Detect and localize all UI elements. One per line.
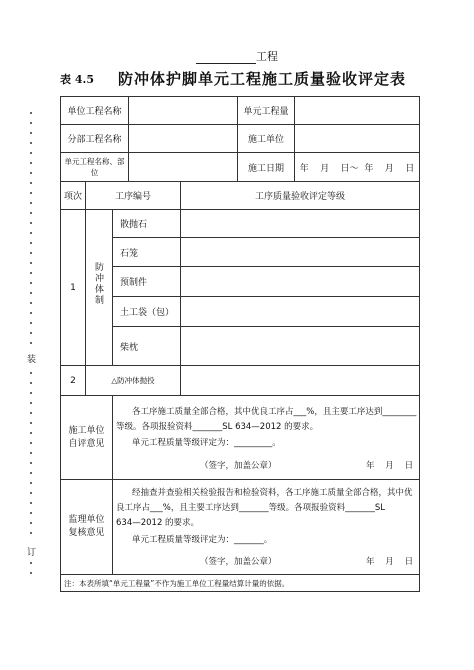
construction-opinion-line3[interactable]: 单元工程质量等级评定为：_________。 bbox=[132, 438, 281, 448]
process-gabion: 石笼 bbox=[120, 248, 139, 259]
col-header-evaluation: 工序质量验收评定等级 bbox=[254, 192, 345, 202]
construction-unit-label: 施工单位 bbox=[247, 135, 284, 145]
item1-number: 1 bbox=[70, 282, 76, 293]
construction-date[interactable]: 年 月 日 bbox=[366, 461, 414, 471]
binding-mark-zhuang: 装 bbox=[27, 355, 37, 365]
unit-quantity-label: 单元工程量 bbox=[243, 107, 289, 117]
unit-project-name-field[interactable] bbox=[129, 97, 237, 124]
project-suffix: 工程 bbox=[256, 50, 278, 63]
eval-precast[interactable] bbox=[181, 267, 419, 296]
supervision-opinion-label-text: 监理单位复核意见 bbox=[68, 515, 105, 538]
col-header-process-no: 工序编号 bbox=[114, 192, 151, 202]
item2-number: 2 bbox=[70, 375, 76, 386]
unit-project-name-label: 单位工程名称 bbox=[67, 107, 122, 117]
table-number: 表 4.5 bbox=[60, 73, 94, 86]
supervision-opinion-line3[interactable]: 634—2012 的要求。 bbox=[116, 518, 200, 528]
unit-quantity-field[interactable] bbox=[295, 97, 419, 124]
eval-fascine[interactable] bbox=[181, 327, 419, 365]
construction-opinion-label bbox=[61, 396, 112, 479]
supervision-opinion-line4[interactable]: 单元工程质量等级评定为：_______。 bbox=[132, 535, 273, 545]
binding-dots-top bbox=[30, 112, 34, 352]
sub-project-name-label: 分部工程名称 bbox=[67, 135, 122, 145]
process-precast: 预制件 bbox=[120, 278, 148, 288]
supervision-date[interactable]: 年 月 日 bbox=[366, 557, 414, 567]
project-name-line bbox=[0, 48, 474, 64]
eval-gabion[interactable] bbox=[181, 238, 419, 266]
col-header-item-no: 项次 bbox=[63, 192, 82, 202]
project-name-blank[interactable] bbox=[196, 52, 256, 64]
eval-placement[interactable] bbox=[181, 366, 419, 395]
construction-opinion-line1[interactable]: 各工序施工质量全部合格，其中优良工序占___%，且主要工序达到________ bbox=[132, 407, 417, 417]
binding-dots-bottom bbox=[30, 562, 34, 582]
construction-opinion-label-text: 施工单位自评意见 bbox=[68, 425, 105, 449]
eval-loose-riprap[interactable] bbox=[181, 210, 419, 237]
construction-sign: （签字，加盖公章） bbox=[200, 461, 277, 471]
process-fascine: 柴枕 bbox=[120, 342, 139, 353]
unit-name-location-label: 单元工程名称、部位 bbox=[64, 157, 125, 177]
item1-group-text: 防冲体制 bbox=[93, 262, 103, 306]
supervision-opinion-label bbox=[61, 480, 112, 574]
supervision-opinion-line2[interactable]: 良工序占___%，且主要工序达到_______等级。各项报验资料_______SL bbox=[116, 503, 385, 513]
eval-geobag[interactable] bbox=[181, 297, 419, 326]
binding-dots-mid bbox=[30, 372, 34, 542]
supervision-sign: （签字，加盖公章） bbox=[200, 557, 277, 567]
process-loose-riprap: 散抛石 bbox=[120, 220, 148, 230]
footnote: 注：本表所填“单元工程量”不作为施工单位工程量结算计量的依据。 bbox=[64, 578, 290, 588]
construction-date-label: 施工日期 bbox=[247, 163, 284, 174]
form-title: 防冲体护脚单元工程施工质量验收评定表 bbox=[118, 70, 407, 88]
process-geobag: 土工袋（包） bbox=[120, 308, 175, 318]
item1-group-label bbox=[91, 262, 105, 306]
construction-unit-field[interactable] bbox=[295, 125, 419, 152]
process-placement: △防冲体抛投 bbox=[111, 376, 155, 385]
binding-mark-ding: 订 bbox=[27, 548, 37, 558]
construction-date-field[interactable]: 年 月 日～ 年 月 日 bbox=[299, 163, 415, 174]
unit-name-location-field[interactable] bbox=[129, 153, 237, 181]
supervision-opinion-line1[interactable]: 经抽查并查验相关检验报告和检验资料，各工序施工质量全部合格，其中优 bbox=[132, 488, 413, 498]
sub-project-name-field[interactable] bbox=[129, 125, 237, 152]
construction-opinion-line2[interactable]: 等级。各项报验资料_______SL 634—2012 的要求。 bbox=[116, 422, 319, 432]
